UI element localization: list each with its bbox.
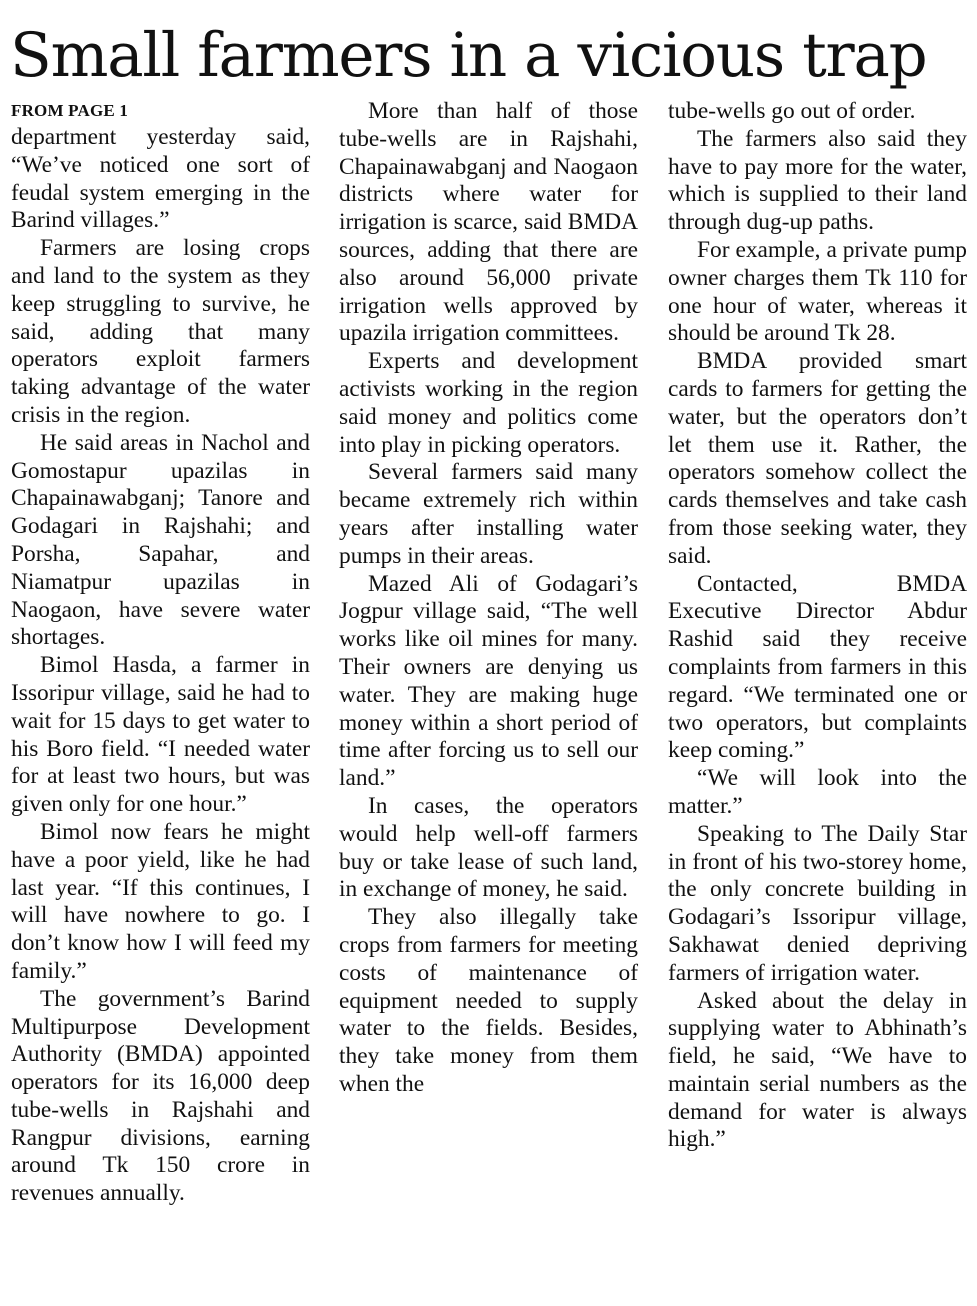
paragraph: Speaking to The Daily Star in front of his two-storey home, the only concrete building in Godagari’s Issoripur village, Sakhawat denied depriving farmers of irrigation water. [668,820,967,986]
paragraph: In cases, the operators would help well-off farmers buy or take lease of such land, in exchange of money, he said. [339,792,638,903]
paragraph: “We will look into the matter.” [668,765,967,819]
paragraph: Mazed Ali of Godagari’s Jogpur village said, “The well works like oil mines for many. Their owners are denying us water. They are making huge money within a short period of time after forcing us to sell our land.” [339,570,638,792]
paragraph: He said areas in Nachol and Gomostapur upazilas in Chapainawabganj; Tanore and Godagari in Rajshahi; and Porsha, Sapahar, and Niamatpur upazilas in Naogaon, have severe water shortages. [11,429,310,651]
paragraph: BMDA provided smart cards to farmers for getting the water, but the operators don’t let them use it. Rather, the operators somehow collect the cards themselves and take cash from those seeking water, they said. [668,348,967,569]
article-column-3 [668,98,967,1154]
paragraph: Bimol Hasda, a farmer in Issoripur village, said he had to wait for 15 days to get water to his Boro field. “I needed water for at least two hours, but was given only for one hour.” [11,652,310,818]
paragraph: Asked about the delay in supplying water to Abhinath’s field, he said, “We have to maintain serial numbers as the demand for water is always high.” [668,987,967,1153]
paragraph: Experts and development activists working in the region said money and politics come into play in picking operators. [339,348,638,458]
paragraph: department yesterday said, “We’ve noticed one sort of feudal system emerging in the Barind villages.” [11,124,310,234]
paragraph: Bimol now fears he might have a poor yield, like he had last year. “If this continues, I will have nowhere to go. I don’t know how I will feed my family.” [11,818,310,984]
paragraph: They also illegally take crops from farmers for meeting costs of maintenance of equipment needed to supply water to the fields. Besides, they take money from them when the [339,904,638,1097]
paragraph: The government’s Barind Multipurpose Development Authority (BMDA) appointed operators for its 16,000 deep tube-wells in Rajshahi and Rangpur divisions, earning around Tk 150 crore in revenues annually. [11,985,310,1207]
headline: Small farmers in a vicious trap [10,20,927,91]
paragraph: The farmers also said they have to pay more for the water, which is supplied to their land through dug-up paths. [668,125,967,236]
paragraph: tube-wells go out of order. [668,98,916,124]
article-column-1 [11,98,310,1208]
paragraph: Contacted, BMDA Executive Director Abdur Rashid said they receive complaints from farmers in this regard. “We terminated one or two operators, but complaints keep coming.” [668,570,967,764]
paragraph: Several farmers said many became extremely rich within years after installing water pumps in their areas. [339,459,638,569]
paragraph: More than half of those tube-wells are in Rajshahi, Chapainawabganj and Naogaon districts where water for irrigation is scarce, said BMDA sources, adding that there are also around 56,000 private irrigation wells approved by upazila irrigation committees. [339,98,638,347]
article-column-2 [339,98,638,1099]
paragraph: Farmers are losing crops and land to the system as they keep struggling to survive, he said, adding that many operators exploit farmers taking advantage of the water crisis in the region. [11,235,310,428]
continuation-kicker: FROM PAGE 1 [11,101,129,120]
paragraph: For example, a private pump owner charges them Tk 110 for one hour of water, whereas it should be around Tk 28. [668,236,967,347]
